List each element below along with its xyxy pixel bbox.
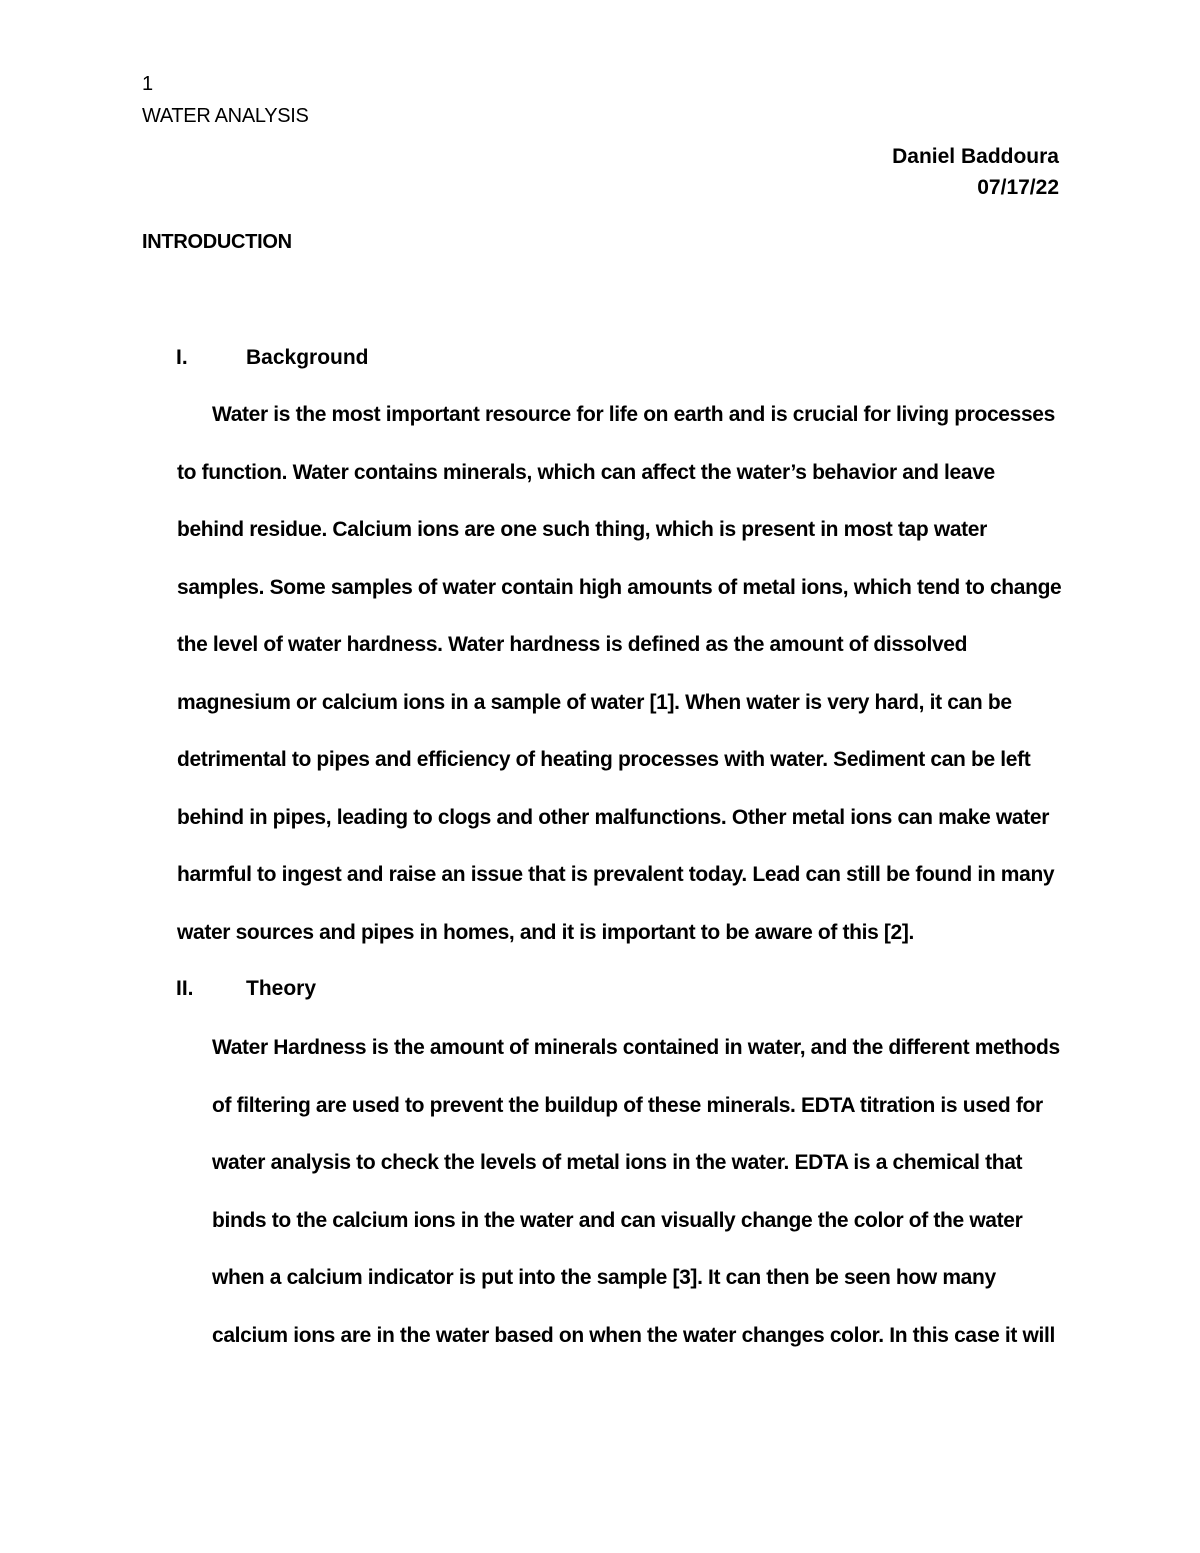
background-paragraph	[177, 386, 1061, 961]
paragraph-line: calcium ions are in the water based on when the water changes color. In this case it will	[212, 1323, 1055, 1347]
paragraph-line: harmful to ingest and raise an issue that is prevalent today. Lead can still be found in many	[177, 863, 1055, 886]
paragraph-line: Water Hardness is the amount of minerals contained in water, and the different methods	[212, 1036, 1060, 1059]
paragraph-line: Water is the most important resource for life on earth and is crucial for living processes	[212, 403, 1055, 426]
paragraph-line: to function. Water contains minerals, which can affect the water’s behavior and leave	[177, 460, 995, 484]
section-title: Theory	[246, 977, 317, 1000]
document-date: 07/17/22	[977, 176, 1059, 199]
paragraph-line: binds to the calcium ions in the water and can visually change the color of the water	[212, 1208, 1023, 1232]
paragraph-line: detrimental to pipes and efficiency of heating processes with water. Sediment can be left	[177, 748, 1031, 771]
section-numeral: II.	[176, 977, 194, 1000]
paragraph-line: behind residue. Calcium ions are one such thing, which is present in most tap water	[177, 518, 987, 541]
section-heading-theory	[176, 977, 316, 1001]
paragraph-line: water analysis to check the levels of metal ions in the water. EDTA is a chemical that	[212, 1151, 1023, 1174]
paragraph-line: when a calcium indicator is put into the sample [3]. It can then be seen how many	[212, 1266, 996, 1289]
page-number: 1	[142, 73, 154, 95]
section-title: Background	[246, 346, 369, 369]
paragraph-line: magnesium or calcium ions in a sample of water [1]. When water is very hard, it can be	[177, 690, 1012, 714]
paragraph-line: samples. Some samples of water contain high amounts of metal ions, which tend to change	[177, 575, 1062, 599]
paragraph-line: of filtering are used to prevent the buildup of these minerals. EDTA titration is used for	[212, 1093, 1043, 1117]
author-name: Daniel Baddoura	[892, 145, 1059, 168]
paragraph-line: water sources and pipes in homes, and it is important to be aware of this [2].	[177, 920, 915, 944]
introduction-heading: INTRODUCTION	[142, 231, 292, 253]
paragraph-line: the level of water hardness. Water hardness is defined as the amount of dissolved	[177, 633, 968, 656]
section-numeral: I.	[176, 346, 188, 369]
section-heading-background	[176, 346, 369, 370]
running-title: WATER ANALYSIS	[142, 105, 309, 127]
theory-paragraph	[212, 1019, 1060, 1364]
paragraph-line: behind in pipes, leading to clogs and other malfunctions. Other metal ions can make water	[177, 805, 1050, 829]
